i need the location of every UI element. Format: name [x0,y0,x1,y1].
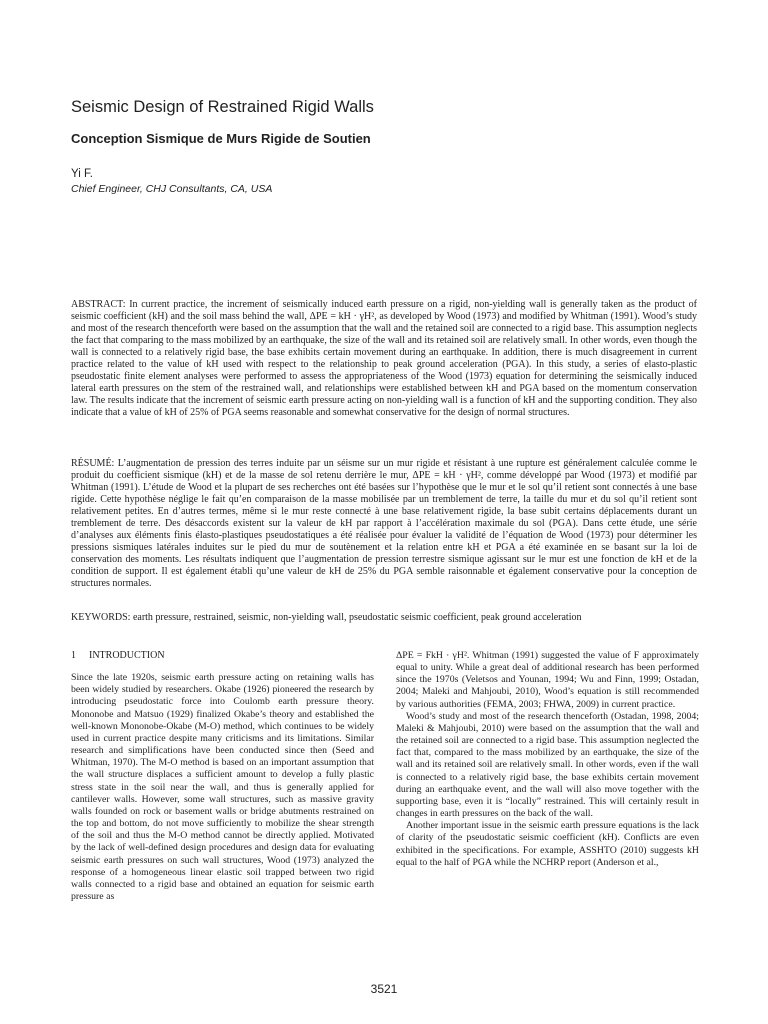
right-column [396,650,699,869]
section-title: INTRODUCTION [89,650,165,661]
abstract: ABSTRACT: In current practice, the increment of seismically induced earth pressure on a rigid, non-yielding wall is generally taken as the product of seismic coefficient (kH) and the soil mass behind the wall, ΔPE = kH · γH², as developed by Wood (1973) and modified by Whitman (1991). Wood’s study and most of the research thenceforth were based on the assumption that the wall and the retained soil are connected to a rigid base. This assumption neglects the fact that comparing to the mass mobilized by an earthquake, the size of the wall and its retained soil are relatively small. In other words, even though the wall is connected to a relatively rigid base, the base exhibits certain movement during an earthquake. In addition, there is much disagreement in current practice related to the value of kH used with respect to the relationship to peak ground acceleration (PGA). In this study, a series of elasto-plastic pseudostatic finite element analyses were performed to assess the appropriateness of the Wood (1973) equation for determining the seismically induced lateral earth pressures on the stem of the restrained wall, and relationships were established between kH and PGA based on the momentum conservation law. The results indicate that the increment of seismic earth pressure acting on non-yielding wall is a function of kH and the supporting condition. They also indicate that a value of kH of 25% of PGA seems reasonable and somewhat conservative for the design of normal structures. [71,299,698,419]
intro-paragraph-1: Since the late 1920s, seismic earth pressure acting on retaining walls has been widely studied by researchers. Okabe (1926) pioneered the research by introducing pseudostatic force into Coulomb earth pressure theory. Mononobe and Matsuo (1929) finalized Okabe’s theory and established the well-known Mononobe-Okabe (M-O) method, which continues to be widely used in current practice despite many criticisms and its limitations. Similar research and simplifications have been conducted since then (Seed and Whitman, 1970). The M-O method is based on an important assumption that the wall structure displaces a sufficient amount to develop a fully plastic stress state in the soil near the wall, and thus is generally applied for cantilever walls. However, some wall structures, such as massive gravity walls founded on rock or basement walls or bridge abutments restrained on the top and bottom, do not move sufficiently to mobilize the shear strength of the soil and thus the M-O method cannot be directly applied. Motivated by the lack of well-defined design procedures and design data for evaluating seismic earth pressures on such wall structures, Wood (1973) analyzed the response of a homogeneous linear elastic soil trapped between two rigid walls connected to a rigid base and obtained an equation for seismic earth pressure as [71,672,374,902]
left-column [71,650,374,903]
section-number: 1 [71,650,76,661]
author-name: Yi F. [71,168,93,180]
intro-paragraph-4: Another important issue in the seismic earth pressure equations is the lack of clarity of the pseudostatic seismic coefficient (kH). Conflicts are even exhibited in the specifications. For example, ASSHTO (2010) suggests kH equal to the half of PGA while the NCHRP report (Anderson et al., [396,820,699,868]
page-number: 3521 [370,982,398,996]
intro-paragraph-3: Wood’s study and most of the research thenceforth (Ostadan, 1998, 2004; Maleki & Mahjoubi, 2010) were based on the assumption that the wall and the retained soil are connected to a rigid base. This assumption neglected the fact that, compared to the mass mobilized by an earthquake, the size of the wall and its retained soil are relatively small. In other words, even if the wall is connected to a relatively rigid base, the base exhibits certain movement during an earthquake event, and the wall will also move together with the supporting base, even it is “locally” restrained. This will certainly result in changes in earth pressures on the back of the wall. [396,710,699,820]
section-heading [71,650,374,662]
paper-subtitle: Conception Sismique de Murs Rigide de Soutien [71,131,371,146]
paper-title: Seismic Design of Restrained Rigid Walls [71,98,374,116]
keywords: KEYWORDS: earth pressure, restrained, seismic, non-yielding wall, pseudostatic seismic coefficient, peak ground acceleration [71,612,582,623]
intro-paragraph-2: ΔPE = FkH · γH². Whitman (1991) suggested the value of F approximately equal to unity. While a great deal of additional research has been performed since the 1970s (Veletsos and Younan, 1994; Wu and Finn, 1999; Ostadan, 2004; Maleki and Mahjoubi, 2010), Wood’s equation is still recommended by various authorities (FEMA, 2003; FHWA, 2009) in current practice. [396,650,699,710]
resume: RÉSUMÉ: L’augmentation de pression des terres induite par un séisme sur un mur rigide et résistant à une rupture est généralement calculée comme le produit du coefficient sismique (kH) et de la masse de sol retenu derrière le mur, ΔPE = kH · γH², comme développé par Wood (1973) et modifié par Whitman (1991). L’étude de Wood et la plupart de ses recherches ont été basées sur l’hypothèse que le mur et le sol qu’il retient sont connectés à une base rigide. Cette hypothèse néglige le fait qu’en comparaison de la masse mobilisée par un tremblement de terre, la taille du mur et du sol qu’il retient sont relativement petites. En d’autres termes, même si le mur reste connecté à une base relativement rigide, la base subit certains déplacements durant un tremblement de terre. Des désaccords existent sur la valeur de kH par rapport à l’accélération maximale du sol (PGA). Dans cette étude, une série d’analyses aux éléments finis élasto-plastiques pseudostatiques a été réalisée pour évaluer la validité de l’équation de Wood (1973) pour déterminer les pressions sismiques latérales induites sur le pied du mur de soutènement et la relation entre kH et PGA a été examinée en se basant sur la loi de conservation des moments. Les résultats indiquent que l’augmentation de pression terrestre sismique agissant sur le mur est une fonction de kH et de la condition de support. Il est également établi qu’une valeur de kH de 25% du PGA semble raisonnable et également conservative pour la conception de structures normales. [71,458,697,590]
author-affiliation: Chief Engineer, CHJ Consultants, CA, USA [71,183,273,195]
